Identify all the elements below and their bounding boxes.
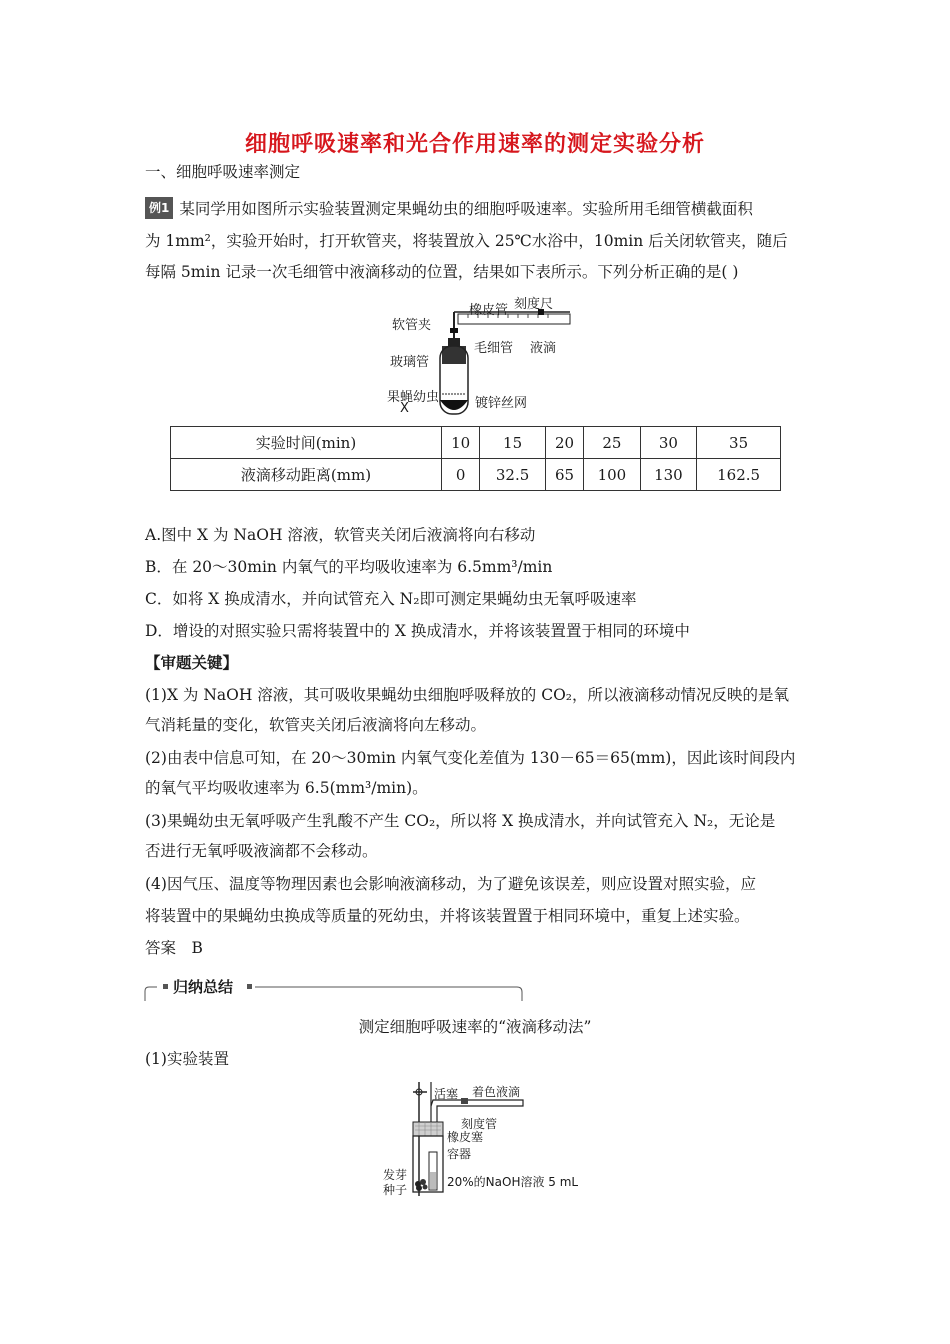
option-d: D．增设的对照实验只需将装置中的 X 换成清水，并将该装置置于相同的环境中	[145, 622, 690, 640]
key-line: 气消耗量的变化，软管夹关闭后液滴将向左移动。	[145, 716, 487, 734]
table-cell: 35	[697, 427, 781, 459]
option-c: C．如将 X 换成清水，并向试管充入 N₂即可测定果蝇幼虫无氧呼吸速率	[145, 590, 637, 608]
table-cell: 10	[442, 427, 480, 459]
table-header: 液滴移动距离(mm)	[171, 459, 442, 491]
answer: 答案 B	[145, 939, 203, 957]
x-liquid	[440, 400, 468, 410]
glass-tube-top	[448, 338, 460, 346]
label-rubber-tube: 橡皮管	[469, 303, 509, 318]
label-seeds-1: 发芽	[383, 1168, 408, 1182]
key-line: (4)因气压、温度等物理因素也会影响液滴移动，为了避免该误差，则应设置对照实验，应	[145, 875, 756, 893]
label-glass-tube: 玻璃管	[390, 355, 430, 370]
table-cell: 15	[480, 427, 546, 459]
table-cell: 25	[584, 427, 641, 459]
label-seeds-2: 种子	[383, 1183, 408, 1197]
key-line: 将装置中的果蝇幼虫换成等质量的死幼虫，并将该装置置于相同环境中，重复上述实验。	[145, 907, 750, 925]
table-cell: 100	[584, 459, 641, 491]
key-heading: 【审题关键】	[145, 654, 239, 672]
label-ruler: 刻度尺	[514, 297, 554, 312]
option-b: B．在 20～30min 内氧气的平均吸收速率为 6.5mm³/min	[145, 558, 553, 576]
label-larvae: 果蝇幼虫	[387, 390, 440, 405]
example-line-1	[145, 197, 753, 219]
key-line: 的氧气平均吸收速率为 6.5(mm³/min)。	[145, 779, 428, 797]
example-text-1: 某同学用如图所示实验装置测定果蝇幼虫的细胞呼吸速率。实验所用毛细管横截面积	[179, 200, 753, 218]
section-heading: 一、细胞呼吸速率测定	[145, 163, 301, 181]
label-capillary: 毛细管	[474, 341, 514, 356]
label-x: X	[400, 401, 409, 416]
label-naoh: 20%的NaOH溶液 5 mL	[447, 1175, 579, 1189]
table-cell: 130	[640, 459, 697, 491]
label-graduated-tube: 刻度管	[461, 1117, 498, 1131]
example-line-3: 每隔 5min 记录一次毛细管中液滴移动的位置，结果如下表所示。下列分析正确的是( )	[145, 263, 739, 281]
table-row	[171, 427, 781, 459]
summary-item-1: (1)实验装置	[145, 1050, 229, 1068]
example-badge: 例1	[145, 197, 173, 219]
summary-label: 归纳总结	[173, 978, 234, 996]
label-rubber-plug: 橡皮塞	[447, 1130, 484, 1144]
table-cell: 0	[442, 459, 480, 491]
option-a: A.图中 X 为 NaOH 溶液，软管夹关闭后液滴将向右移动	[145, 526, 536, 544]
key-line: (2)由表中信息可知，在 20～30min 内氧气变化差值为 130－65＝65(mm)，因此该时间段内	[145, 749, 796, 767]
table-cell: 65	[545, 459, 583, 491]
clamp-mark	[450, 328, 458, 333]
table-cell: 32.5	[480, 459, 546, 491]
key-line: (1)X 为 NaOH 溶液，其可吸收果蝇幼虫细胞呼吸释放的 CO₂，所以液滴移动情况反映的是氧	[145, 686, 790, 704]
page-title: 细胞呼吸速率和光合作用速率的测定实验分析	[244, 132, 705, 157]
label-stopcock: 活塞	[434, 1087, 459, 1101]
key-line: 否进行无氧呼吸液滴都不会移动。	[145, 842, 378, 860]
label-mesh: 镀锌丝网	[475, 396, 528, 411]
results-table	[170, 426, 781, 491]
table-cell: 162.5	[697, 459, 781, 491]
key-line: (3)果蝇幼虫无氧呼吸产生乳酸不产生 CO₂，所以将 X 换成清水，并向试管充入 N₂，无论是	[145, 812, 776, 830]
table-row	[171, 459, 781, 491]
summary-subtitle: 测定细胞呼吸速率的“液滴移动法”	[358, 1018, 592, 1036]
label-container: 容器	[447, 1147, 472, 1161]
table-header: 实验时间(min)	[171, 427, 442, 459]
table-cell: 30	[640, 427, 697, 459]
label-droplet: 液滴	[530, 341, 557, 356]
label-colored-drop: 着色液滴	[472, 1085, 521, 1099]
table-cell: 20	[545, 427, 583, 459]
label-clamp: 软管夹	[392, 318, 432, 333]
example-line-2: 为 1mm²，实验开始时，打开软管夹，将装置放入 25℃水浴中，10min 后关闭软管夹，随后	[145, 232, 788, 250]
